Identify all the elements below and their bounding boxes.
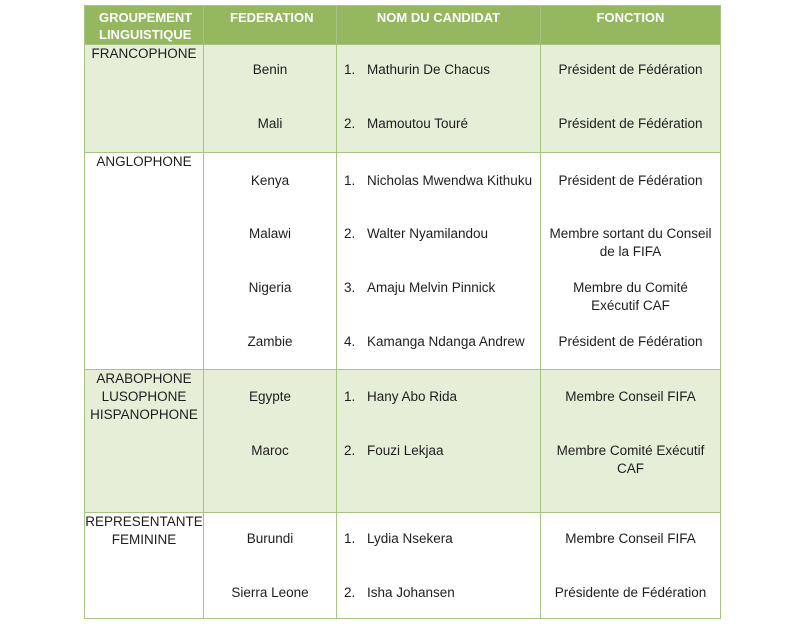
federation-name: Nigeria [248,280,292,295]
header-candidate-label: NOM DU CANDIDAT [376,10,501,25]
candidate-name: Mathurin De Chacus [367,62,491,77]
candidate-name: Walter Nyamilandou [367,226,489,241]
group-cell [85,513,204,619]
header-federation [204,6,337,45]
federation-cell [204,370,337,513]
federation-name: Egypte [248,389,292,404]
function-text: Président de Fédération [558,62,703,77]
function-text: Président de Fédération [558,334,703,349]
federation-name: Malawi [248,226,291,241]
group-name-line: REPRESENTANTE [85,514,203,529]
group-cell [85,45,204,153]
header-candidate [337,6,541,45]
group-name-line: ANGLOPHONE [96,154,192,169]
federation-name: Burundi [246,531,294,546]
candidate-number: 4. [344,334,356,349]
candidate-cell [337,513,541,619]
candidates-table [84,5,721,619]
candidate-number: 3. [344,280,356,295]
federation-cell [204,513,337,619]
candidate-number: 2. [344,443,356,458]
header-function [541,6,721,45]
function-text: Président de Fédération [558,173,703,188]
group-row-francophone [85,45,721,153]
candidate-name: Nicholas Mwendwa Kithuku [367,173,533,188]
group-name-line: FRANCOPHONE [91,46,197,61]
header-group-line-1: GROUPEMENT [99,10,193,25]
function-text: Membre Comité Exécutif [556,443,705,458]
federation-name: Maroc [251,443,289,458]
candidate-name: Isha Johansen [367,585,455,600]
group-name-line: FEMININE [111,532,177,547]
candidate-cell [337,45,541,153]
function-text: Présidente de Fédération [554,585,707,600]
group-row-anglophone [85,153,721,370]
function-text: Membre Conseil FIFA [565,531,696,546]
function-text: Membre sortant du Conseil [549,226,712,241]
group-row-feminine [85,513,721,619]
candidate-cell [337,370,541,513]
function-text: Membre Conseil FIFA [565,389,696,404]
candidate-name: Mamoutou Touré [367,116,469,131]
federation-name: Mali [257,116,283,131]
candidate-number: 2. [344,585,356,600]
function-text: Membre du Comité [573,280,688,295]
group-name-line: HISPANOPHONE [90,407,198,422]
header-group [85,6,204,45]
group-name-line: LUSOPHONE [101,389,187,404]
header-group-line-2: LINGUISTIQUE [99,27,192,42]
group-name-line: ARABOPHONE [96,371,192,386]
candidate-name: Fouzi Lekjaa [367,443,444,458]
candidate-name: Hany Abo Rida [367,389,458,404]
group-cell [85,153,204,370]
federation-cell [204,45,337,153]
candidate-name: Lydia Nsekera [367,531,453,546]
candidate-cell [337,153,541,370]
candidate-number: 1. [344,531,356,546]
federation-name: Sierra Leone [231,585,309,600]
federation-cell [204,153,337,370]
candidate-number: 1. [344,62,356,77]
group-row-arabophone [85,370,721,513]
federation-name: Benin [252,62,288,77]
function-cell [541,153,721,370]
header-row [85,6,721,45]
function-text: Exécutif CAF [591,298,670,313]
function-cell [541,513,721,619]
function-text: CAF [617,461,644,476]
function-text: Président de Fédération [558,116,703,131]
candidate-number: 1. [344,173,356,188]
candidate-number: 1. [344,389,356,404]
function-cell [541,370,721,513]
candidate-number: 2. [344,116,356,131]
function-text: de la FIFA [599,244,662,259]
candidate-number: 2. [344,226,356,241]
function-cell [541,45,721,153]
federation-name: Zambie [247,334,293,349]
header-function-label: FONCTION [596,10,665,25]
federation-name: Kenya [250,173,290,188]
candidate-name: Kamanga Ndanga Andrew [367,334,525,349]
candidate-name: Amaju Melvin Pinnick [367,280,496,295]
header-federation-label: FEDERATION [230,10,314,25]
group-cell [85,370,204,513]
